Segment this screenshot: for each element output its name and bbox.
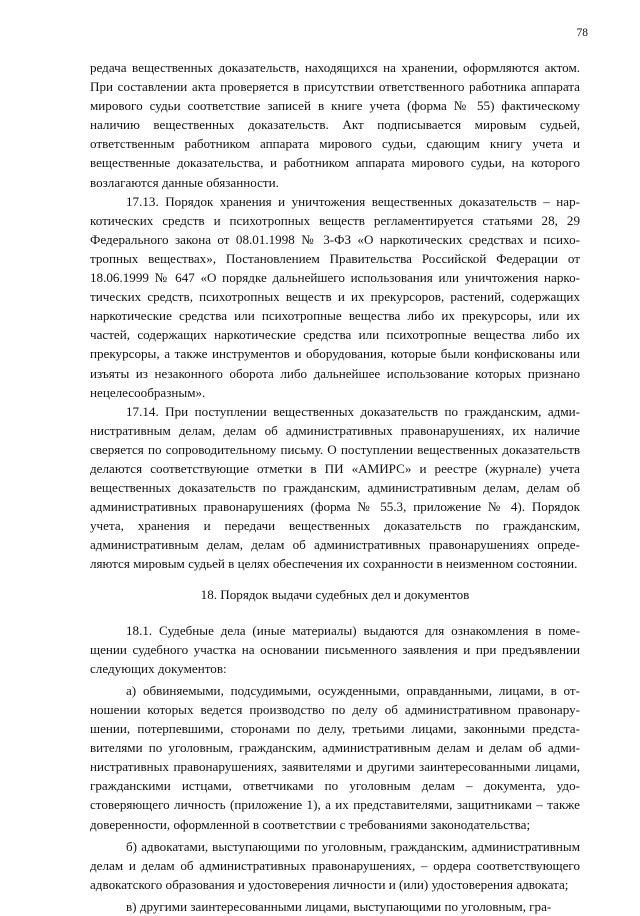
paragraph-item-b: б) адвокатами, выступающими по уголовным, гражданским, административным делам и делам об административных правонарушениях, – ордера соответствующего адвокатского образования и удостоверения личности и (или) удостоверения адвоката;	[90, 838, 580, 892]
paragraph-17-14: 17.14. При поступлении вещественных доказательств по гражданским, административным делам, делам об административных правонарушениях, их наличие сверяется по сопроводительному письму. О поступлении вещественных доказательств делаются соответствующие отметки в ПИ «АМИРС» и реестре (журнале) учета вещественных доказательств по гражданским, административным делам, делам об административных правонарушениях (форма № 55.3, приложение № 4). Порядок учета, хранения и передачи вещественных доказательств по гражданским, административным делам, делам об административных правонарушениях определяются мировым судьей в целях обеспечения их сохранности в неизменном состоянии.	[90, 403, 580, 572]
paragraph-18-1: 18.1. Судебные дела (иные материалы) выдаются для ознакомления в помещении судебного участка на основании письменного заявления и при предъявлении следующих документов:	[90, 622, 580, 676]
page-number: 78	[576, 27, 588, 39]
document-content	[90, 58, 580, 916]
continued-paragraph: редача вещественных доказательств, находящихся на хранении, оформляются актом. При составлении акта проверяется в присутствии ответственного работника аппарата мирового судьи соответствие записей в книге учета (форма № 55) фактическому наличию вещественных доказательств. Акт подписывается мировым судьей, ответственным работником аппарата мирового судьи, сдающим книгу учета и вещественные доказательства, и работником аппарата мирового судьи, на которого возлагаются данные обязанности.	[90, 60, 580, 190]
paragraph-item-a: а) обвиняемыми, подсудимыми, осужденными, оправданными, лицами, в отношении которых ведется производство по делу об административном правонарушении, потерпевшими, сторонами по делу, третьими лицами, законными представителями по уголовным, гражданским, административным делам и делам об административных правонарушениях, заявителями и другими заинтересованными лицами, гражданскими истцами, ответчиками по уголовным делам – документа, удостоверяющего личность (приложение 1), а их представителями, защитниками – также доверенности, оформленной в соответствии с требованиями законодательства;	[90, 682, 580, 832]
paragraph-17-13: 17.13. Порядок хранения и уничтожения вещественных доказательств – наркотических средств и психотропных веществ регламентируется статьями 28, 29 Федерального закона от 08.01.1998 № 3-ФЗ «О наркотических средствах и психотропных веществах», Постановлением Правительства Российской Федерации от 18.06.1999 № 647 «О порядке дальнейшего использования или уничтожения наркотических средств, психотропных веществ и их прекурсоров, растений, содержащих наркотические средства или психотропные вещества либо их прекурсоры, или их частей, содержащих наркотические средства или психотропные вещества либо их прекурсоры, а также инструментов и оборудования, которые были конфискованы или изъяты из незаконного оборота либо дальнейшее использование которых признано нецелесообразным».	[90, 193, 580, 400]
section-heading: 18. Порядок выдачи судебных дел и документов	[200, 586, 470, 602]
paragraph-item-v: в) другими заинтересованными лицами, выступающими по уголовным, гра-	[126, 898, 552, 914]
